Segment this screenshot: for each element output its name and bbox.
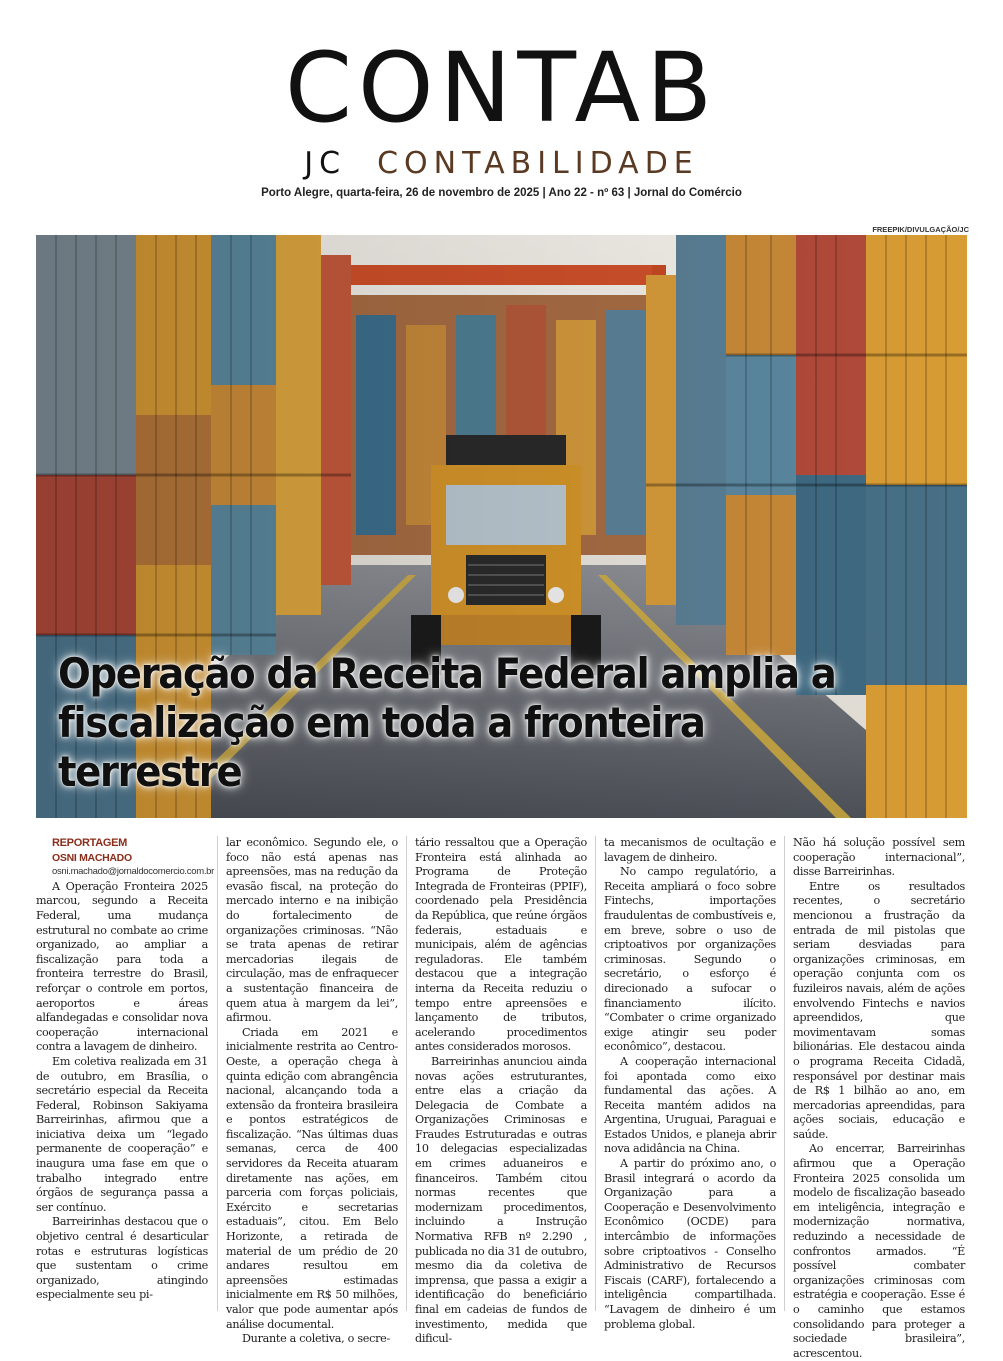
article-column-1 bbox=[36, 836, 215, 1316]
paragraph: Entre os resultados recentes, o secretário mencionou a frustração da entrada de mil pistolas que seriam desviadas para organizações criminosas, em operação conjunta com os fuzileiros navais, além de ações envolvendo Fintechs e navios apreendidos, que movimentavam somas bilionárias. Ele destacou ainda o programa Receita Cidadã, responsável por destinar mais de R$ 1 bilhão ao ano, em mercadorias apreendidas, para ações sociais, educação e saúde. bbox=[793, 879, 965, 1141]
masthead-subtitle bbox=[0, 146, 1003, 181]
photo-credit: FREEPIK/DIVULGAÇÃO/JC bbox=[872, 225, 969, 234]
dateline: Porto Alegre, quarta-feira, 26 de novembro de 2025 | Ano 22 - nº 63 | Jornal do Comércio bbox=[261, 187, 742, 199]
article-body bbox=[36, 836, 967, 1360]
masthead-logo: CONTAB bbox=[284, 32, 719, 144]
author-email[interactable]: osni.machado@jornaldocomercio.com.br bbox=[52, 866, 215, 878]
article-column-4 bbox=[604, 836, 776, 1331]
headline: Operação da Receita Federal amplia a fiscalização em toda a fronteira terrestre bbox=[58, 649, 836, 796]
column-divider bbox=[217, 836, 218, 1311]
paragraph: A cooperação internacional foi apontada como eixo fundamental das ações. A Receita mantém adidos na Argentina, Uruguai, Paraguai e Estados Unidos, e planeja abrir nova adidância na China. bbox=[604, 1054, 776, 1156]
masthead-contabilidade: CONTABILIDADE bbox=[377, 146, 699, 181]
masthead-jc: JC bbox=[304, 146, 347, 181]
lead-photo bbox=[36, 235, 967, 818]
paragraph: A partir do próximo ano, o Brasil integrará o acordo da Organização para a Cooperação e Desenvolvimento Econômico (OCDE) para intercâmbio de informações sobre criptoativos - Conselho Administrativo de Recursos Fiscais (CARF), fortalecendo a inteligência compartilhada. “Lavagem de dinheiro é um problema global. bbox=[604, 1157, 776, 1331]
column-divider bbox=[406, 836, 407, 1311]
paragraph: Barreirinhas anunciou ainda novas ações estruturantes, entre elas a criação da Delegacia de Combate a Organizações Criminosas e Fraudes Estruturadas e outras 10 delegacias especializadas em crimes aduaneiros e financeiros. Também citou normas recentes que modernizam procedimentos, incluindo a Instrução Normativa RFB nº 2.290 , publicada no dia 31 de outubro, mesmo dia da coletiva de imprensa, que passa a exigir a identificação do beneficiário final em cadeias de fundos de investimento, medida que dificul- bbox=[415, 1054, 587, 1346]
paragraph: Criada em 2021 e inicialmente restrita ao Centro-Oeste, a operação chega à quinta edição com abrangência nacional, alcançando toda a extensão da fronteira brasileira e pontos estratégicos de fiscalização. “Nas últimas duas semanas, cerca de 400 servidores da Receita atuaram diretamente nas ações, em parceria com forças policiais, Exército e secretarias estaduais”, citou. Em Belo Horizonte, a retirada de material de um prédio de 20 andares resultou em apreensões estimadas inicialmente em R$ 50 milhões, valor que pode aumentar após análise documental. bbox=[226, 1025, 398, 1331]
paragraph: Em coletiva realizada em 31 de outubro, em Brasília, o secretário especial da Receita Federal, Robinson Sakiyama Barreirinhas, afirmou que a iniciativa deixa um “legado permanente de cooperação” e inaugura uma fase em que o trabalho integrado entre órgãos de segurança passa a ser contínuo. bbox=[36, 1054, 208, 1214]
paragraph: lar econômico. Segundo ele, o foco não está apenas nas apreensões, mas na redução da evasão fiscal, na proteção do mercado interno e na inibição do fortalecimento de organizações criminosas. “Não se trata apenas de retirar mercadorias ilegais de circulação, mas de enfraquecer a sustentação financeira de quem atua à margem da lei”, afirmou. bbox=[226, 836, 398, 1025]
author-name: OSNI MACHADO bbox=[52, 851, 132, 864]
paragraph: ta mecanismos de ocultação e lavagem de dinheiro. bbox=[604, 836, 776, 864]
column-divider bbox=[595, 836, 596, 1311]
article-column-5 bbox=[793, 836, 965, 1360]
article-column-2 bbox=[226, 836, 398, 1346]
column-divider bbox=[784, 836, 785, 1311]
paragraph: tário ressaltou que a Operação Fronteira está alinhada ao Programa de Proteção Integrada de Fronteiras (PPIF), coordenado pela Presidência da República, que reúne órgãos federais, estaduais e municipais, além de agências reguladoras. Ele também destacou que a integração interna da Receita reduziu o tempo entre apreensões e lançamento de tributos, acelerando procedimentos antes considerados morosos. bbox=[415, 836, 587, 1054]
article-column-3 bbox=[415, 836, 587, 1346]
paragraph: No campo regulatório, a Receita ampliará o foco sobre Fintechs, importações fraudulentas de combustíveis e, em breve, sobre o uso de criptoativos por organizações criminosas. Segundo o secretário, o esforço é direcionado a sufocar o financiamento ilícito. “Combater o crime organizado exige atingir seu poder econômico”, destacou. bbox=[604, 865, 776, 1054]
paragraph: Durante a coletiva, o secre- bbox=[242, 1332, 390, 1346]
masthead bbox=[0, 32, 1003, 181]
paragraph: Barreirinhas destacou que o objetivo central é desarticular rotas e estruturas logísticas que sustentam o crime organizado, atingindo especialmente seu pi- bbox=[36, 1215, 208, 1302]
paragraph: Ao encerrar, Barreirinhas afirmou que a Operação Fronteira 2025 consolida um modelo de fiscalização baseado em inteligência, integração e modernização normativa, reduzindo a necessidade de confrontos armados. “É possível combater organizações criminosas com estratégia e cooperação. Esse é o caminho que estamos consolidando para proteger a sociedade brasileira”, acrescentou. bbox=[793, 1142, 965, 1360]
paragraph: A Operação Fronteira 2025 marcou, segundo a Receita Federal, uma mudança estrutural no combate ao crime organizado, ao ampliar a fiscalização para toda a fronteira terrestre do Brasil, reforçar o controle em portos, aeroportos e áreas alfandegadas e consolidar nova cooperação internacional contra a lavagem de dinheiro. bbox=[36, 879, 208, 1054]
section-label: REPORTAGEM bbox=[52, 837, 128, 849]
paragraph: Não há solução possível sem cooperação internacional”, disse Barreirinhas. bbox=[793, 836, 965, 879]
